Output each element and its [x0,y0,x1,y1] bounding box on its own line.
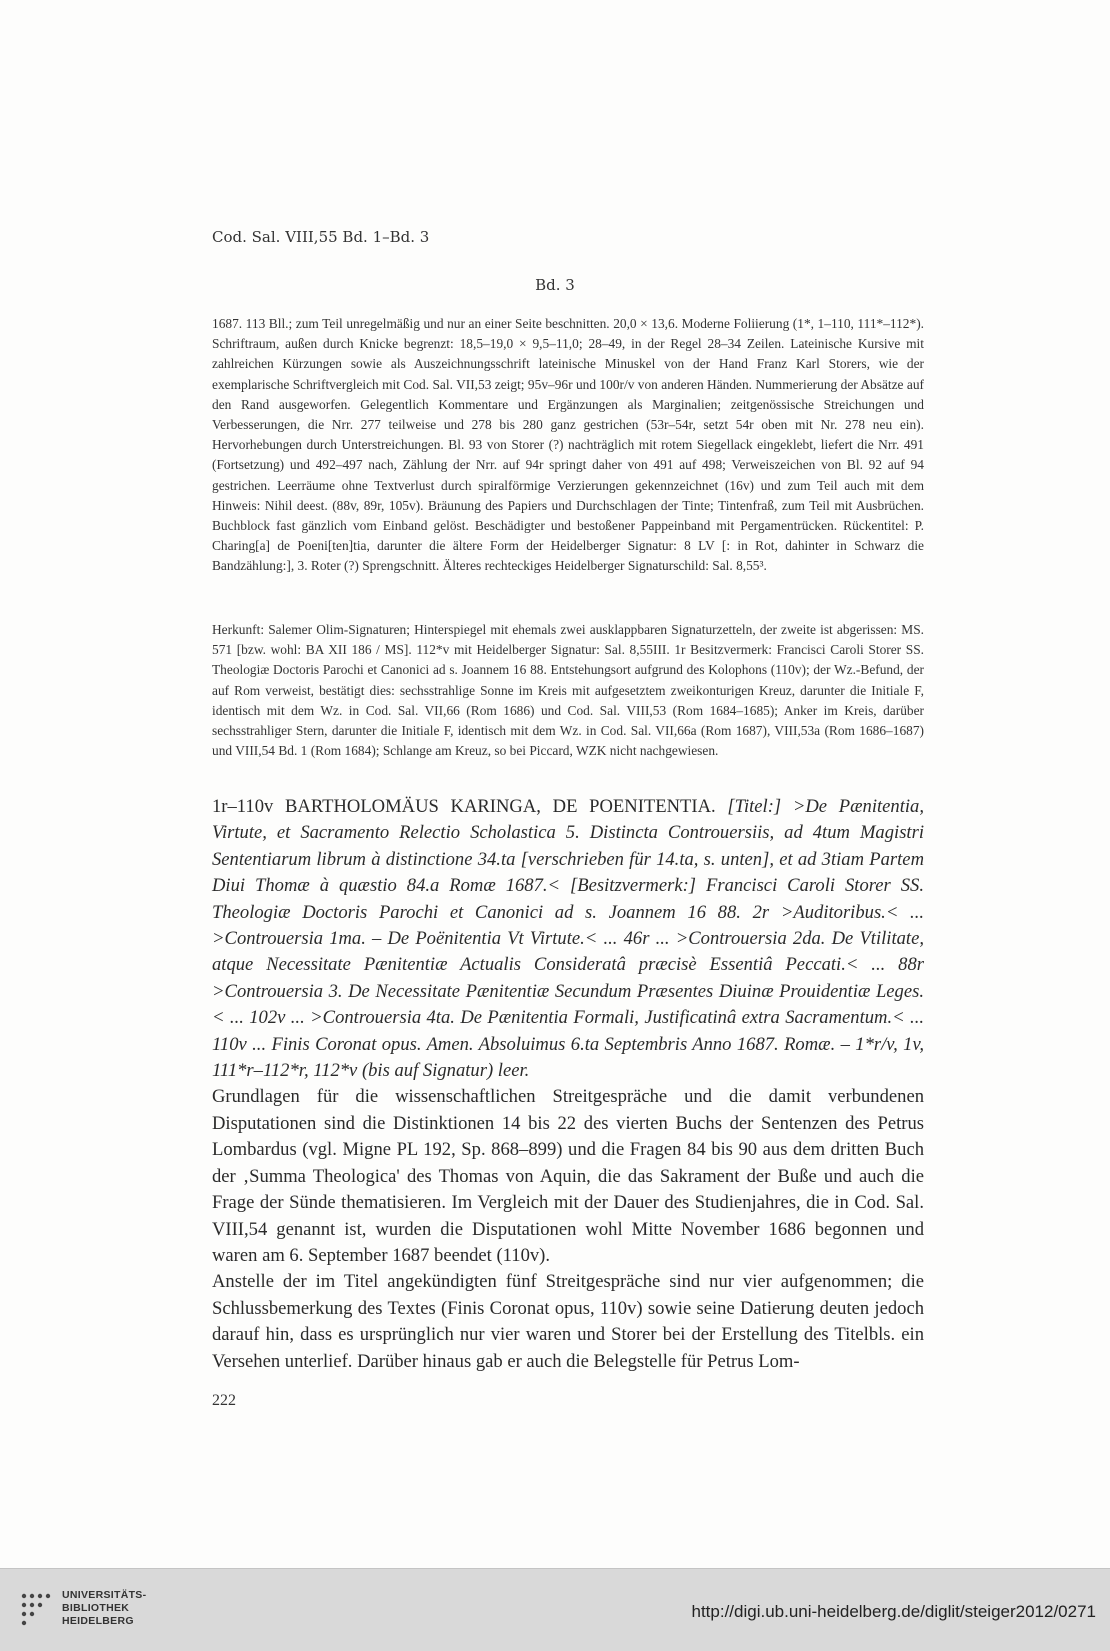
entry-latin-title: [Titel:] >De Pænitentia, Virtute, et Sacramento Relectio Scholastica 5. Distincta Controuersiis, ad 4tum Magistri Sententiarum librum à distinctione 34.ta [verschrieben für 14.ta, s. unten], et ad 3tiam Partem Diui Thomæ à quæstio 84.a Romæ 1687.< [Besitzvermerk:] Francisci Caroli Storer SS. Theologiæ Doctoris Parochi et Canonici ad s. Joannem 16 88. 2r >Auditoribus.< ... >Controuersia 1ma. – De Poënitentia Vt Virtute.< ... 46r ... >Controuersia 2da. De Vtilitate, atque Necessitate Pænitentiæ Actualis Consideratâ præcisè Essentiâ Peccati.< ... 88r >Controuersia 3. De Necessitate Pænitentiæ Secundum Præsentes Diuinæ Prouidentiæ Leges.< ... 102v ... >Controuersia 4ta. De Pænitentia Formali, Justificatinâ extra Sacramentum.< ... 110v ... Finis Coronat opus. Amen. Absoluimus 6.ta Septembris Anno 1687. Romæ. – 1*r/v, 1v, 111*r–112*r, 112*v (bis auf Signatur) leer. [212,796,924,1082]
library-name [62,1589,146,1628]
entry-title-paragraph [212,794,924,1084]
page-number: 222 [212,1392,236,1409]
viewer-footer [0,1568,1110,1651]
library-logo-icon [18,1591,54,1631]
content-entry [212,794,924,1375]
running-head: Cod. Sal. VIII,55 Bd. 1–Bd. 3 [212,228,430,246]
provenance-paragraph: Herkunft: Salemer Olim-Signaturen; Hinterspiegel mit ehemals zwei ausklappbaren Signaturzetteln, der zweite ist abgerissen: MS. 571 [bzw. wohl: BA XII 186 / MS]. 112*v mit Heidelberger Signatur: Sal. 8,55III. 1r Besitzvermerk: Francisci Caroli Storer SS. Theologiæ Doctoris Parochi et Canonici ad s. Joannem 16 88. Entstehungsort aufgrund des Kolophons (110v); der Wz.-Befund, der auf Rom verweist, bestätigt dies: sechsstrahlige Sonne im Kreis mit aufgesetztem zweikonturigen Kreuz, darunter die Initiale F, identisch mit dem Wz. in Cod. Sal. VII,66 (Rom 1686) und Cod. Sal. VIII,53 (Rom 1684–1685); Anker im Kreis, darüber sechsstrahliger Stern, darunter die Initiale F, identisch mit dem Wz. in Cod. Sal. VII,66a (Rom 1687), VIII,53a (Rom 1686–1687) und VIII,54 Bd. 1 (Rom 1684); Schlange am Kreuz, so bei Piccard, WZK nicht nachgewiesen. [212,622,924,759]
library-name-line: UNIVERSITÄTS- [62,1589,147,1601]
library-name-line: BIBLIOTHEK [62,1602,130,1614]
permalink-url[interactable]: http://digi.ub.uni-heidelberg.de/diglit/steiger2012/0271 [691,1602,1096,1621]
library-name-line: HEIDELBERG [62,1615,134,1627]
codicological-description: 1687. 113 Bll.; zum Teil unregelmäßig und nur an einer Seite beschnitten. 20,0 × 13,6. Moderne Foliierung (1*, 1–110, 111*–112*). Schriftraum, außen durch Knicke begrenzt: 18,5–19,0 × 9,5–11,0; 28–49, in der Regel 28–34 Zeilen. Lateinische Kursive mit zahlreichen Kürzungen sowie als Auszeichnungsschrift lateinische Minuskel von der Hand Franz Karl Storers, wie der exemplarische Schriftvergleich mit Cod. Sal. VII,53 zeigt; 95v–96r und 100r/v von anderen Händen. Nummerierung der Absätze auf den Rand ausgeworfen. Gelegentlich Kommentare und Ergänzungen als Marginalien; zeitgenössische Streichungen und Verbesserungen, die Nrr. 277 teilweise und 278 bis 280 ganz gestrichen (53r–54r, setzt 54r oben mit Nr. 278 neu ein). Hervorhebungen durch Unterstreichungen. Bl. 93 von Storer (?) nachträglich mit rotem Siegellack eingeklebt, liefert die Nrr. 491 (Fortsetzung) und 492–497 nach, Zählung der Nrr. auf 94r springt daher von 491 auf 498; Verweiszeichen von Bl. 92 auf 94 gestrichen. Leerräume ohne Textverlust durch spiralförmige Verzierungen gekennzeichnet (16v) und zum Teil auch mit dem Hinweis: Nihil deest. (88v, 89r, 105v). Bräunung des Papiers und Durchschlagen der Tinte; Tintenfraß, zum Teil mit Ausbrüchen. Buchblock fast gänzlich vom Einband gelöst. Beschädigter und bestoßener Pappeinband mit Pergamentrücken. Rückentitel: P. Charing[a] de Poeni[ten]tia, darunter die ältere Form der Heidelberger Signatur: 8 LV [: in Rot, dahinter in Schwarz die Bandzählung:], 3. Roter (?) Sprengschnitt. Älteres rechteckiges Heidelberger Signaturschild: Sal. 8,55³. [212,316,924,574]
entry-heading: 1r–110v BARTHOLOMÄUS KARINGA, DE POENITENTIA. [212,796,716,817]
commentary-paragraph-1: Grundlagen für die wissenschaftlichen Streitgespräche und die damit verbundenen Disputationen sind die Distinktionen 14 bis 22 des vierten Buchs der Sentenzen des Petrus Lombardus (vgl. Migne PL 192, Sp. 868–899) und die Fragen 84 bis 90 aus dem dritten Buch der ‚Summa Theologica' des Thomas von Aquin, die das Sakrament der Buße und auch die Frage der Sünde thematisieren. Im Vergleich mit der Dauer des Studienjahres, die in Cod. Sal. VIII,54 genannt ist, wurden die Disputationen wohl Mitte November 1686 begonnen und waren am 6. September 1687 beendet (110v). [212,1086,924,1266]
commentary-paragraph-2: Anstelle der im Titel angekündigten fünf Streitgespräche sind nur vier aufgenommen; die Schlussbemerkung des Textes (Finis Coronat opus, 110v) sowie seine Datierung deuten jedoch darauf hin, dass es ursprünglich nur vier waren und Storer bei der Erstellung des Titelbls. ein Versehen unterlief. Darüber hinaus gab er auch die Belegstelle für Petrus Lom- [212,1271,924,1372]
volume-title: Bd. 3 [535,276,575,294]
